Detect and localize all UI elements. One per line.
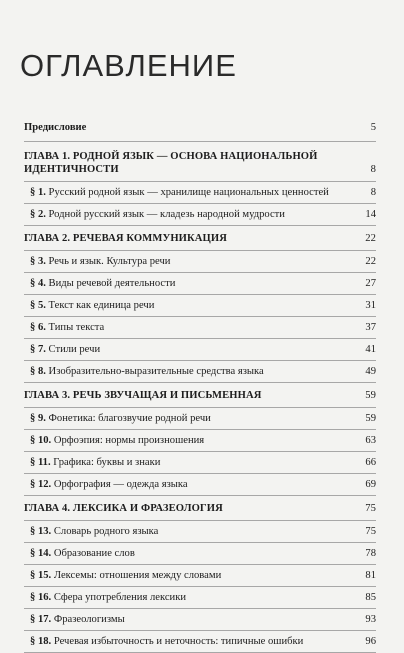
toc-entry-label bbox=[30, 255, 356, 268]
toc-entry-label bbox=[30, 434, 356, 447]
toc-entry-section bbox=[24, 474, 376, 496]
toc-entry-text: Лексемы: отношения между словами bbox=[53, 570, 222, 581]
toc-entry-text: Родной русский язык — кладезь народной мудрости bbox=[48, 209, 285, 220]
page-number: 85 bbox=[365, 592, 376, 603]
page-number: 59 bbox=[365, 390, 376, 401]
toc-entry-section bbox=[24, 251, 376, 273]
toc-entry-section bbox=[24, 452, 376, 474]
page-number: 81 bbox=[365, 570, 376, 581]
toc-entry-section bbox=[24, 339, 376, 361]
toc-entry-text: Орфоэпия: нормы произношения bbox=[53, 435, 205, 446]
toc-entry-label bbox=[30, 186, 356, 199]
toc-entry-text: Стили речи bbox=[48, 344, 101, 355]
page-number: 14 bbox=[365, 209, 376, 220]
toc-entry-text: Сфера употребления лексики bbox=[53, 592, 187, 603]
toc-entry-section bbox=[24, 430, 376, 452]
toc-entry-label bbox=[30, 208, 356, 221]
toc-entry-section bbox=[24, 317, 376, 339]
toc-entry-text: ГЛАВА 2. РЕЧЕВАЯ КОММУНИКАЦИЯ bbox=[24, 233, 227, 244]
section-number: § 11. bbox=[30, 457, 51, 468]
toc-entry-section bbox=[24, 521, 376, 543]
page-number: 41 bbox=[365, 344, 376, 355]
section-number: § 15. bbox=[30, 570, 52, 581]
toc-entry-label bbox=[30, 635, 356, 648]
section-number: § 16. bbox=[30, 592, 52, 603]
toc-entry-section bbox=[24, 204, 376, 226]
toc-entry-section bbox=[24, 408, 376, 430]
section-number: § 9. bbox=[30, 413, 46, 424]
section-number: § 12. bbox=[30, 479, 52, 490]
toc-entry-text: Фонетика: благозвучие родной речи bbox=[48, 413, 211, 424]
toc-entry-section bbox=[24, 273, 376, 295]
toc-entry-text: Графика: буквы и знаки bbox=[53, 457, 161, 468]
page-number: 49 bbox=[365, 366, 376, 377]
toc-entry-section bbox=[24, 587, 376, 609]
page-number: 93 bbox=[365, 614, 376, 625]
toc-entry-label bbox=[30, 343, 356, 356]
toc-entry-label bbox=[24, 502, 356, 515]
section-number: § 4. bbox=[30, 278, 46, 289]
toc-entry-text: Виды речевой деятельности bbox=[48, 278, 176, 289]
toc-entry-section bbox=[24, 182, 376, 204]
toc-entry-label bbox=[24, 389, 356, 402]
table-of-contents bbox=[24, 118, 376, 653]
page-number: 63 bbox=[365, 435, 376, 446]
toc-entry-label bbox=[30, 456, 356, 469]
toc-entry-preface bbox=[24, 118, 376, 142]
toc-entry-section bbox=[24, 361, 376, 383]
section-number: § 6. bbox=[30, 322, 46, 333]
toc-entry-text: Орфография — одежда языка bbox=[53, 479, 188, 490]
page-number: 66 bbox=[365, 457, 376, 468]
toc-entry-label bbox=[30, 613, 356, 626]
page-number: 75 bbox=[365, 503, 376, 514]
toc-entry-label bbox=[30, 365, 356, 378]
toc-entry-section bbox=[24, 295, 376, 317]
page-number: 75 bbox=[365, 526, 376, 537]
section-number: § 8. bbox=[30, 366, 46, 377]
toc-entry-text: Речь и язык. Культура речи bbox=[48, 256, 171, 267]
toc-entry-text: Типы текста bbox=[48, 322, 105, 333]
toc-entry-section bbox=[24, 543, 376, 565]
toc-entry-text: Изобразительно-выразительные средства языка bbox=[48, 366, 264, 377]
toc-entry-label bbox=[30, 321, 356, 334]
page-number: 5 bbox=[370, 122, 376, 133]
page-number: 96 bbox=[365, 636, 376, 647]
toc-entry-chapter bbox=[24, 496, 376, 521]
toc-entry-label bbox=[24, 150, 356, 176]
toc-entry-chapter bbox=[24, 383, 376, 408]
toc-entry-text: Предисловие bbox=[24, 122, 87, 133]
section-number: § 1. bbox=[30, 187, 46, 198]
page-title: ОГЛАВЛЕНИЕ bbox=[20, 48, 237, 83]
section-number: § 3. bbox=[30, 256, 46, 267]
section-number: § 17. bbox=[30, 614, 52, 625]
toc-entry-label bbox=[30, 412, 356, 425]
page-number: 8 bbox=[370, 187, 376, 198]
section-number: § 10. bbox=[30, 435, 52, 446]
toc-entry-text: Фразеологизмы bbox=[53, 614, 125, 625]
page-number: 27 bbox=[365, 278, 376, 289]
toc-entry-chapter bbox=[24, 226, 376, 251]
section-number: § 18. bbox=[30, 636, 52, 647]
toc-entry-text: Речевая избыточность и неточность: типичные ошибки bbox=[53, 636, 304, 647]
toc-entry-label bbox=[30, 299, 356, 312]
toc-entry-text: ГЛАВА 4. ЛЕКСИКА И ФРАЗЕОЛОГИЯ bbox=[24, 503, 223, 514]
page-number: 37 bbox=[365, 322, 376, 333]
toc-entry-chapter bbox=[24, 144, 376, 182]
page-number: 22 bbox=[365, 233, 376, 244]
section-number: § 13. bbox=[30, 526, 52, 537]
toc-entry-label bbox=[24, 232, 356, 245]
toc-entry-text: Словарь родного языка bbox=[53, 526, 159, 537]
toc-entry-label bbox=[24, 121, 356, 134]
section-number: § 7. bbox=[30, 344, 46, 355]
section-number: § 14. bbox=[30, 548, 52, 559]
page-number: 59 bbox=[365, 413, 376, 424]
page-number: 22 bbox=[365, 256, 376, 267]
toc-entry-text: ГЛАВА 1. РОДНОЙ ЯЗЫК — ОСНОВА НАЦИОНАЛЬНОЙ ИДЕНТИЧНОСТИ bbox=[24, 151, 318, 175]
toc-entry-section bbox=[24, 565, 376, 587]
toc-entry-section bbox=[24, 631, 376, 653]
toc-entry-text: ГЛАВА 3. РЕЧЬ ЗВУЧАЩАЯ И ПИСЬМЕННАЯ bbox=[24, 390, 262, 401]
section-number: § 2. bbox=[30, 209, 46, 220]
page-number: 31 bbox=[365, 300, 376, 311]
page-number: 69 bbox=[365, 479, 376, 490]
toc-entry-label bbox=[30, 569, 356, 582]
page-number: 8 bbox=[370, 164, 376, 175]
toc-entry-label bbox=[30, 277, 356, 290]
section-number: § 5. bbox=[30, 300, 46, 311]
toc-entry-section bbox=[24, 609, 376, 631]
page-number: 78 bbox=[365, 548, 376, 559]
toc-entry-label bbox=[30, 478, 356, 491]
toc-entry-text: Русский родной язык — хранилище национальных ценностей bbox=[48, 187, 329, 198]
toc-entry-label bbox=[30, 591, 356, 604]
toc-entry-label bbox=[30, 547, 356, 560]
toc-entry-text: Текст как единица речи bbox=[48, 300, 155, 311]
toc-entry-text: Образование слов bbox=[53, 548, 135, 559]
toc-entry-label bbox=[30, 525, 356, 538]
